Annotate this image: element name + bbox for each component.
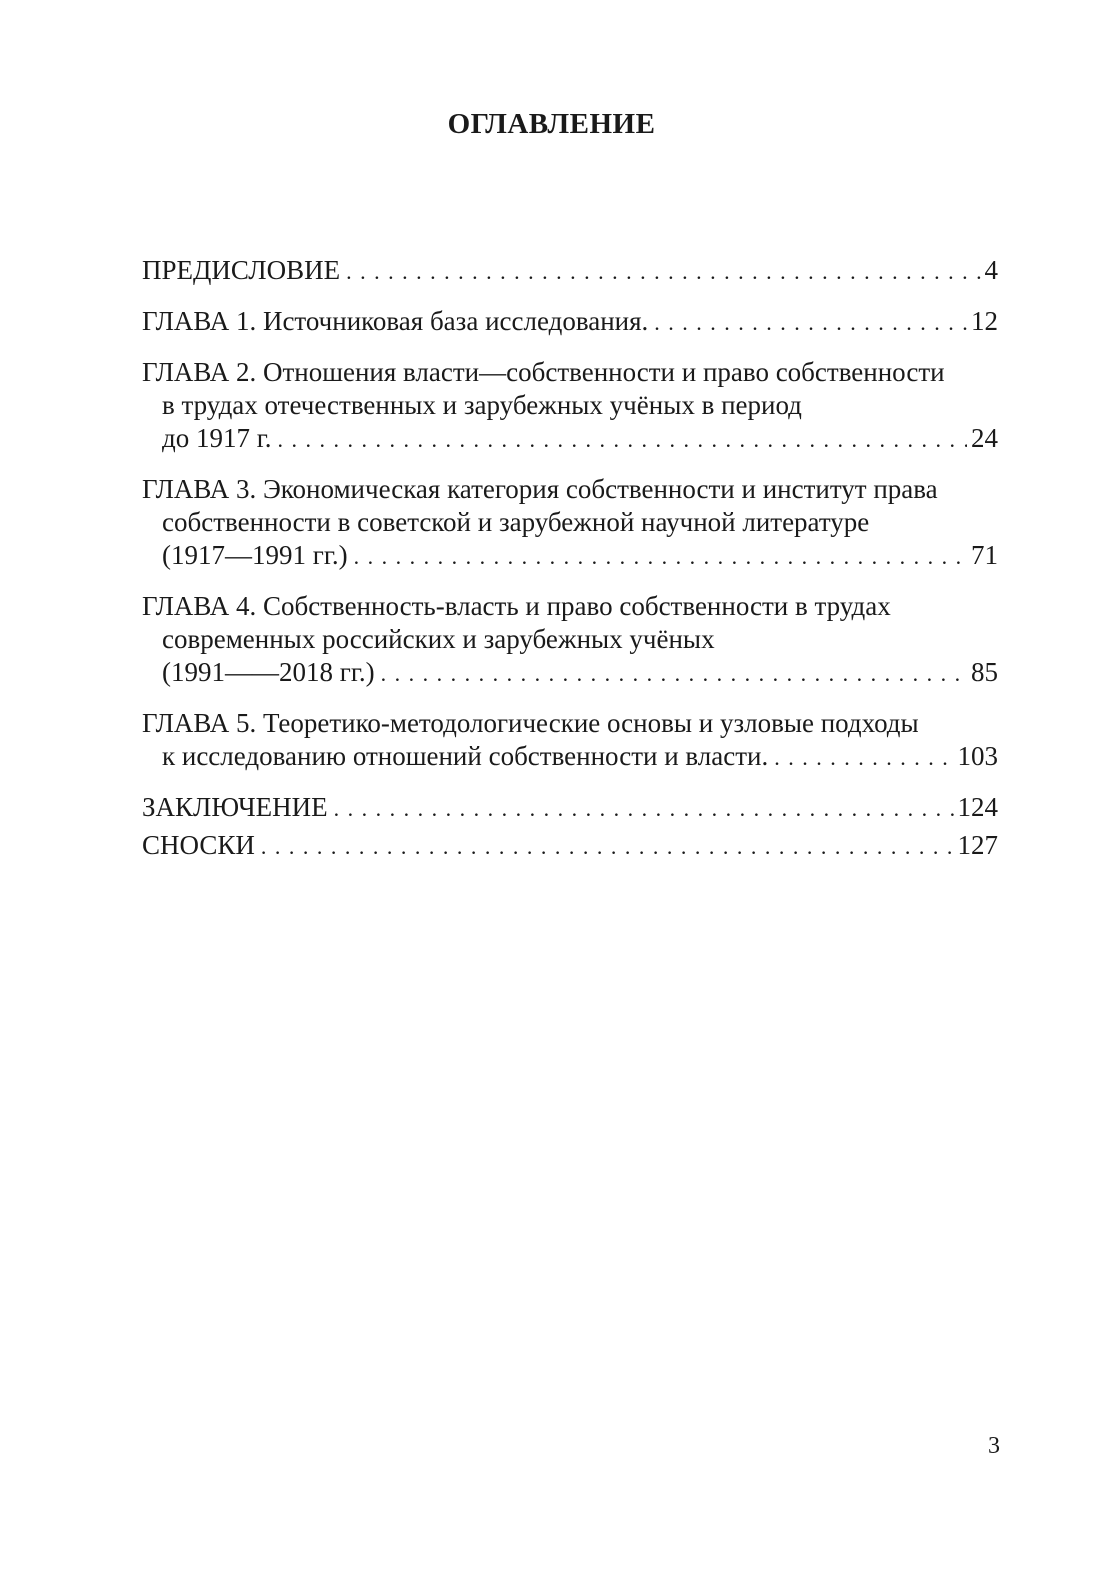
toc-page-number: 24: [971, 423, 998, 453]
toc-page-number: 103: [957, 741, 998, 771]
toc-entry-title: ГЛАВА 2. Отношения власти—собственности и право собственности: [142, 357, 945, 387]
toc-entry-title-cont: (1917—1991 гг.): [162, 540, 348, 570]
toc-entry-title: ГЛАВА 1. Источниковая база исследования.: [142, 306, 649, 336]
toc-entry-chapter-3[interactable]: [142, 473, 998, 573]
dot-leader: [334, 792, 954, 825]
toc-entry-title: ГЛАВА 3. Экономическая категория собственности и институт права: [142, 474, 938, 504]
toc-entry-title-cont: современных российских и зарубежных учёных: [162, 624, 715, 654]
toc-entry-chapter-1[interactable]: [142, 305, 998, 339]
dot-leader: [654, 306, 967, 339]
toc-entry-footnotes[interactable]: [142, 829, 998, 863]
toc-entry-title: ГЛАВА 5. Теоретико-методологические основы и узловые подходы: [142, 708, 919, 738]
toc-entry-chapter-5[interactable]: [142, 707, 998, 774]
toc-entry-title-cont: (1991——2018 гг.): [162, 657, 375, 687]
toc-entry-title: СНОСКИ: [142, 830, 255, 860]
toc-entry-title-cont: к исследованию отношений собственности и власти.: [162, 741, 769, 771]
dot-leader: [381, 657, 967, 690]
toc-entry-title: ГЛАВА 4. Собственность-власть и право собственности в трудах: [142, 591, 891, 621]
toc-page-number: 12: [971, 306, 998, 336]
page-title: ОГЛАВЛЕНИЕ: [447, 108, 656, 140]
toc-page-number: 127: [957, 830, 998, 860]
toc-entry-preface[interactable]: [142, 254, 998, 288]
page-number: 3: [988, 1433, 1000, 1459]
toc-entry-chapter-4[interactable]: [142, 590, 998, 690]
toc-page-number: 71: [971, 540, 998, 570]
toc-entry-title-cont: в трудах отечественных и зарубежных учёных в период: [162, 390, 802, 420]
toc-page-number: 85: [971, 657, 998, 687]
toc-entry-title-cont: собственности в советской и зарубежной научной литературе: [162, 507, 870, 537]
dot-leader: [774, 741, 953, 774]
dot-leader: [261, 830, 954, 863]
table-of-contents: [142, 254, 998, 880]
dot-leader: [346, 255, 980, 288]
dot-leader: [354, 540, 967, 573]
toc-entry-title: ПРЕДИСЛОВИЕ: [142, 255, 341, 285]
toc-page-number: 4: [984, 255, 998, 285]
toc-entry-title-cont: до 1917 г.: [162, 423, 272, 453]
dot-leader: [278, 423, 967, 456]
toc-entry-title: ЗАКЛЮЧЕНИЕ: [142, 792, 328, 822]
toc-entry-chapter-2[interactable]: [142, 356, 998, 456]
toc-entry-conclusion[interactable]: [142, 791, 998, 825]
toc-page-number: 124: [957, 792, 998, 822]
